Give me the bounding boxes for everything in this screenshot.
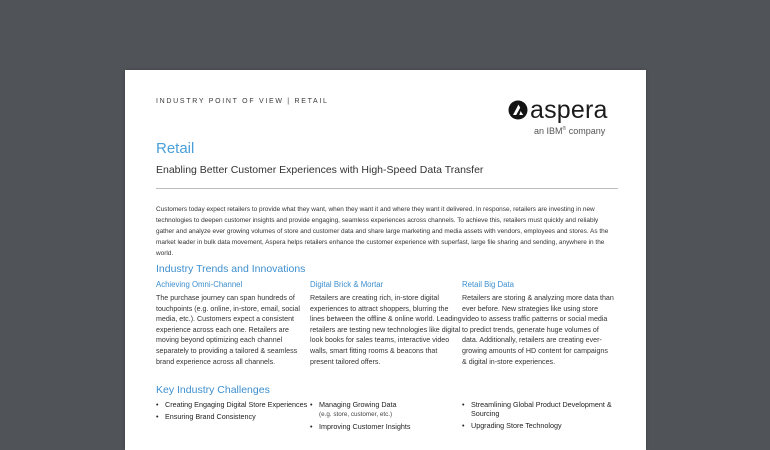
- trend-body: Retailers are creating rich, in-store digital experiences to attract shoppers, blurring the lines between the offline & online world. Leading retailers are testing new technologies like digital look books for sales teams, interactive video walls, smart fitting rooms & beacons that present tailored offers.: [310, 294, 462, 366]
- document-title: Retail: [156, 140, 195, 157]
- challenge-item: • Managing Growing Data (e.g. store, customer, etc.): [310, 400, 469, 419]
- challenges-list-3: [462, 400, 621, 433]
- document-page: [125, 70, 646, 450]
- header-divider: [156, 188, 618, 189]
- aspera-logo: [508, 96, 620, 142]
- challenges-list-2: [310, 400, 469, 434]
- challenge-item: • Creating Engaging Digital Store Experiences: [156, 400, 315, 409]
- challenge-item: • Ensuring Brand Consistency: [156, 412, 315, 421]
- challenges-heading: Key Industry Challenges: [156, 384, 270, 396]
- challenge-item: • Upgrading Store Technology: [462, 421, 621, 430]
- aspera-logo-mark-icon: [508, 100, 528, 120]
- document-kicker: INDUSTRY POINT OF VIEW | RETAIL: [156, 98, 329, 105]
- challenge-item: • Improving Customer Insights: [310, 422, 469, 431]
- trend-title: Retail Big Data: [462, 280, 515, 289]
- document-subtitle: Enabling Better Customer Experiences with High-Speed Data Transfer: [156, 164, 484, 176]
- trend-title: Achieving Omni-Channel: [156, 280, 243, 289]
- logo-tagline: an IBM® company: [534, 126, 606, 136]
- trend-column-retail-big-data: [462, 280, 614, 367]
- trends-heading: Industry Trends and Innovations: [156, 263, 306, 275]
- trend-body: Retailers are storing & analyzing more data than ever before. New strategies like using store video to assess traffic patterns or social media to predict trends, generate huge volumes of data. Additionally, retailers are creating ever-growing amounts of HD content for campaigns & digital in-store experiences.: [462, 294, 614, 366]
- trend-title: Digital Brick & Mortar: [310, 280, 384, 289]
- trend-column-digital-brick-mortar: [310, 280, 462, 367]
- challenges-list-1: [156, 400, 315, 424]
- challenge-note: (e.g. store, customer, etc.): [319, 411, 393, 418]
- challenge-item: • Streamlining Global Product Development & Sourcing: [462, 400, 621, 418]
- trend-body: The purchase journey can span hundreds of touchpoints (e.g. online, in-store, email, social media, etc.). Customers expect a consistent experience across each one. Retailers are moving beyond optimizing each channel separately to providing a tailored & seamless brand experience across all channels.: [156, 294, 300, 366]
- trend-column-omni-channel: [156, 280, 308, 367]
- logo-wordmark: aspera: [530, 96, 608, 124]
- intro-paragraph: Customers today expect retailers to provide what they want, when they want it and where they want it delivered. In response, retailers are investing in new technologies to deepen customer insights and provide engaging, seamless experiences across channels. To achieve this, retailers must quickly and reliably gather and analyze ever growing volumes of store and customer data and share large marketing and media assets with vendors, employees and stores. As the market leader in bulk data movement, Aspera helps retailers enhance the customer experience with superfast, large file sharing and sending, anywhere in the world.: [156, 206, 609, 257]
